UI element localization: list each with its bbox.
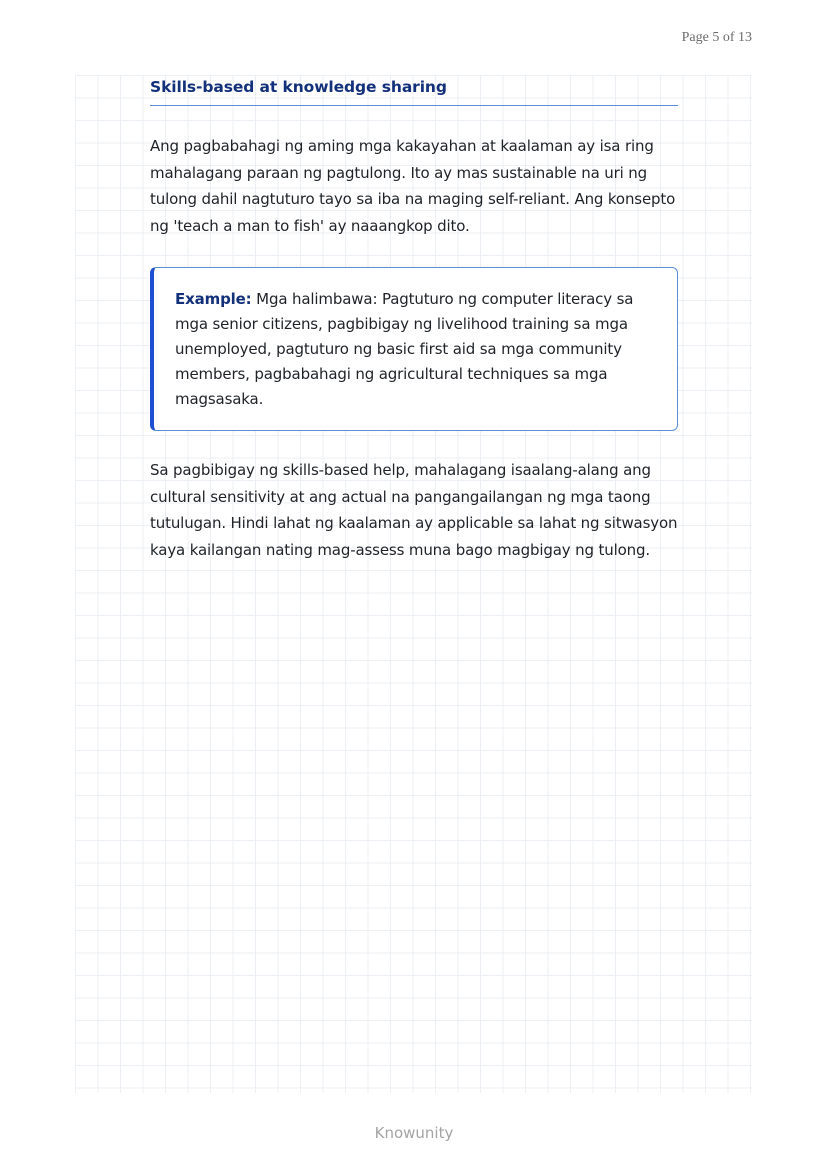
example-body: Mga halimbawa: Pagtuturo ng computer literacy sa mga senior citizens, pagbibigay ng livelihood training sa mga unemployed, pagtuturo ng basic first aid sa mga community members, pagbabahagi ng agricultural techniques sa mga magsasaka. bbox=[175, 290, 634, 408]
example-callout bbox=[150, 267, 678, 431]
footer-brand-logo-text: Knowunity bbox=[374, 1124, 454, 1142]
example-label: Example: bbox=[175, 290, 252, 308]
example-text bbox=[175, 287, 657, 412]
paragraph-intro: Ang pagbabahagi ng aming mga kakayahan at kaalaman ay isa ring mahalagang paraan ng pagtulong. Ito ay mas sustainable na uri ng tulong dahil nagtuturo tayo sa iba na maging self-reliant. Ang konsepto ng 'teach a man to fish' ay naaangkop dito. bbox=[150, 137, 676, 235]
paragraph-conclusion: Sa pagbibigay ng skills-based help, mahalagang isaalang-alang ang cultural sensitivity at ang actual na pangangailangan ng mga taong tutulugan. Hindi lahat ng kaalaman ay applicable sa lahat ng sitwasyon kaya kailangan nating mag-assess muna bago magbigay ng tulong. bbox=[150, 461, 678, 559]
page-content bbox=[150, 75, 678, 563]
page-number: Page 5 of 13 bbox=[681, 30, 752, 45]
section-title: Skills-based at knowledge sharing bbox=[150, 75, 678, 106]
